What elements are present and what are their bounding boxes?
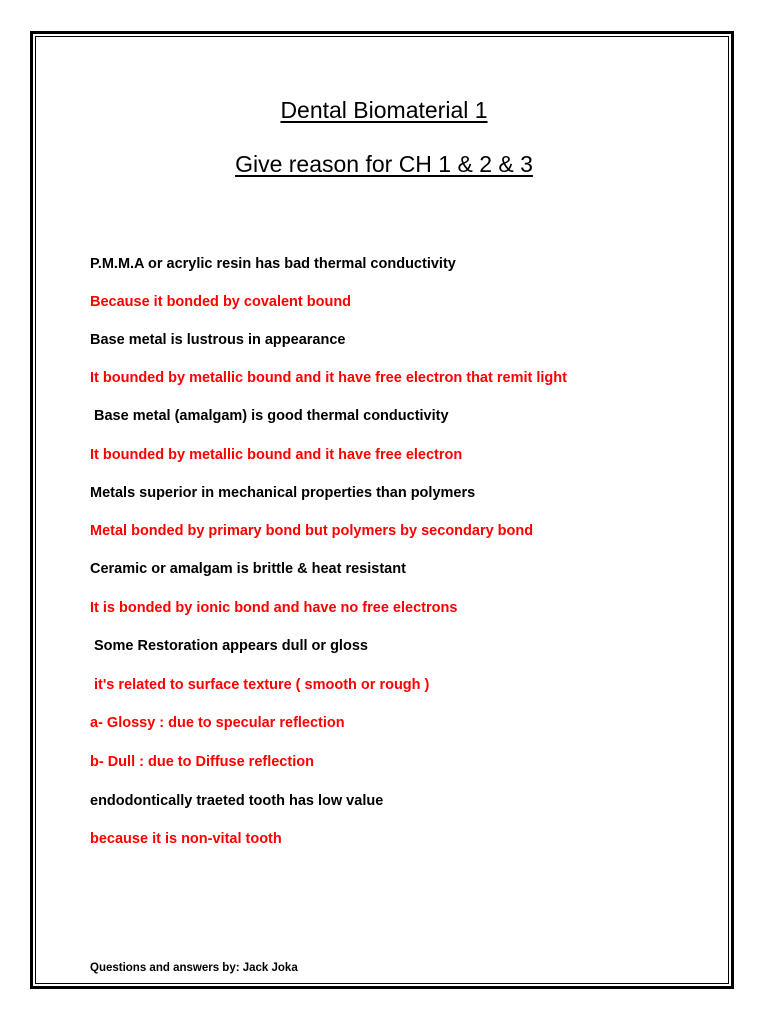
question-7: endodontically traeted tooth has low value: [90, 793, 384, 809]
question-1: P.M.M.A or acrylic resin has bad thermal conductivity: [90, 256, 456, 272]
page-title: Dental Biomaterial 1: [280, 97, 488, 123]
answer-6a: a- Glossy : due to specular reflection: [90, 715, 345, 731]
answer-7: because it is non-vital tooth: [90, 831, 282, 847]
answer-4: Metal bonded by primary bond but polymers by secondary bond: [90, 523, 534, 539]
answer-5: It is bonded by ionic bond and have no free electrons: [90, 600, 458, 616]
answer-6: it's related to surface texture ( smooth or rough ): [94, 677, 430, 693]
question-5: Ceramic or amalgam is brittle & heat resistant: [90, 561, 406, 577]
question-3: Base metal (amalgam) is good thermal conductivity: [94, 408, 449, 424]
question-2: Base metal is lustrous in appearance: [90, 332, 346, 348]
page-subtitle: Give reason for CH 1 & 2 & 3: [235, 151, 533, 177]
footer-credit: Questions and answers by: Jack Joka: [90, 962, 298, 974]
question-6: Some Restoration appears dull or gloss: [94, 638, 368, 654]
answer-6b: b- Dull : due to Diffuse reflection: [90, 754, 314, 770]
answer-3: It bounded by metallic bound and it have free electron: [90, 447, 463, 463]
question-4: Metals superior in mechanical properties than polymers: [90, 485, 476, 501]
answer-2: It bounded by metallic bound and it have free electron that remit light: [90, 370, 567, 386]
answer-1: Because it bonded by covalent bound: [90, 294, 352, 310]
